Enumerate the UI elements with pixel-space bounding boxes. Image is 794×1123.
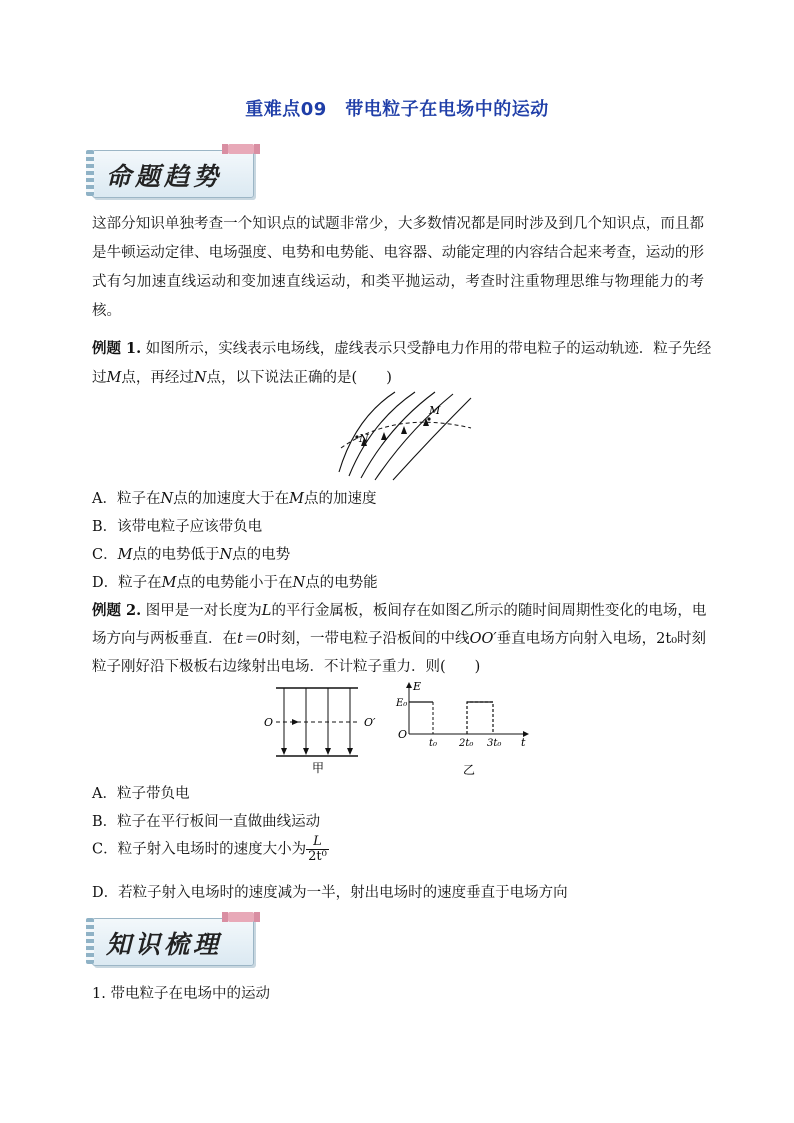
graph-tick-3t0: 3t₀: [487, 738, 502, 749]
page-title: 重难点09 带电粒子在电场中的运动: [245, 99, 549, 120]
example2-stem-line1: 例题 2. 图甲是一对长度为L的平行金属板，板间存在如图乙所示的随时间周期性变化的电场，电: [92, 602, 707, 619]
figure-caption-yi: 乙: [463, 763, 476, 777]
figure-label-o-prime: O′: [364, 716, 376, 729]
example2-stem-line2: 场方向与两板垂直．在t＝0时刻，一带电粒子沿板间的中线OO′垂直电场方向射入电场，2t₀时刻: [92, 631, 707, 647]
figure-label-m: M: [429, 404, 441, 417]
example-label: 例题 1.: [92, 340, 142, 357]
parallel-plates-figure: [262, 684, 384, 776]
field-time-graph: [395, 680, 535, 778]
option-b[interactable]: B．粒子在平行板间一直做曲线运动: [92, 814, 321, 830]
option-d[interactable]: D．粒子在M点的电势能小于在N点的电势能: [92, 575, 378, 591]
graph-tick-t0: t₀: [429, 738, 438, 749]
option-a[interactable]: A．粒子在N点的加速度大于在M点的加速度: [92, 491, 377, 507]
graph-tick-2t0: 2t₀: [459, 738, 474, 749]
option-a[interactable]: A．粒子带负电: [92, 786, 190, 802]
graph-label-o: O: [398, 728, 408, 741]
knowledge-item-1: 1. 带电粒子在电场中的运动: [92, 986, 270, 1002]
option-c[interactable]: C．粒子射入电场时的速度大小为 $\frac{L}{\text{2t⁰}}$: [92, 834, 327, 864]
figure-label-n: N: [359, 432, 369, 445]
section-label: 命题趋势: [106, 162, 223, 191]
graph-label-e0: E₀: [396, 698, 408, 709]
option-b[interactable]: B．该带电粒子应该带负电: [92, 519, 263, 535]
example2-stem-line3: 粒子刚好沿下极板右边缘射出电场．不计粒子重力．则( ): [92, 659, 481, 675]
option-d[interactable]: D．若粒子射入电场时的速度减为一半，射出电场时的速度垂直于电场方向: [92, 885, 568, 901]
section-banner-knowledge: [92, 916, 262, 968]
figure-label-o: O: [264, 716, 274, 729]
graph-label-t: t: [521, 736, 526, 749]
intro-paragraph: 这部分知识单独考查一个知识点的试题非常少，大多数情况都是同时涉及到几个知识点，而且都是牛顿运动定律、电场强度、电势和电势能、电容器、动能定理的内容结合起来考查，运动的形式有匀加速直线运动和变加速直线运动，和类平抛运动，考查时注重物理思维与物理能力的考核。: [92, 216, 704, 319]
example1-stem-line1: 例题 1. 如图所示，实线表示电场线，虚线表示只受静电力作用的带电粒子的运动轨迹．粒子先经: [92, 340, 712, 357]
figure-caption-jia: 甲: [312, 761, 325, 775]
example1-stem-line2: 过M点，再经过N点，以下说法正确的是( ): [92, 370, 392, 386]
field-lines-figure: [335, 388, 475, 480]
section-label: 知识梳理: [106, 930, 223, 959]
velocity-fraction: $\frac{L}{\text{2t⁰}}$: [308, 834, 327, 864]
example-label: 例题 2.: [92, 602, 142, 619]
section-banner-trend: [92, 148, 262, 200]
graph-label-e: E: [413, 680, 422, 693]
option-c[interactable]: C．M点的电势低于N点的电势: [92, 547, 291, 563]
